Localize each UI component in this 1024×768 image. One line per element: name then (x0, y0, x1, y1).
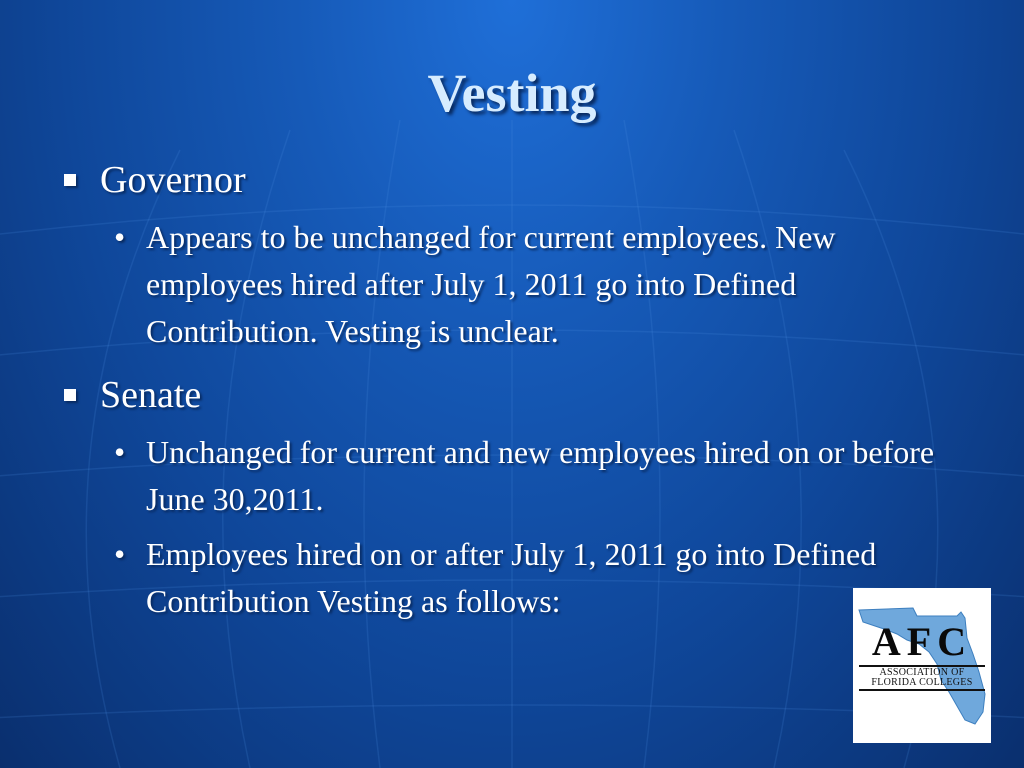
sub-bullet-text: Employees hired on or after July 1, 2011 go into Defined Contribution Vesting as follows: (146, 536, 877, 619)
section-governor (60, 154, 940, 355)
dot-bullet-icon: • (114, 219, 126, 255)
section-senate (60, 369, 940, 625)
dot-bullet-icon: • (114, 536, 126, 572)
section-heading: Senate (100, 374, 202, 416)
sub-bullet-item (60, 214, 940, 355)
logo-letters: AFC (871, 619, 973, 664)
dot-bullet-icon: • (114, 434, 126, 470)
sub-bullet-text: Unchanged for current and new employees hired on or before June 30,2011. (146, 434, 935, 517)
sub-bullet-text: Appears to be unchanged for current employees. New employees hired after July 1, 2011 go into Defined Contribution. Vesting is unclear. (146, 219, 836, 349)
logo-line-1: ASSOCIATION OF (859, 665, 985, 679)
bullet-item (60, 369, 940, 421)
sub-bullet-item (60, 531, 940, 625)
section-heading: Governor (100, 159, 246, 201)
square-bullet-icon (64, 389, 76, 401)
sub-bullet-item (60, 429, 940, 523)
slide-body (60, 154, 940, 625)
square-bullet-icon (64, 174, 76, 186)
slide-title: Vesting (427, 63, 597, 123)
afc-logo (853, 588, 991, 743)
bullet-item (60, 154, 940, 206)
logo-line-2: FLORIDA COLLEGES (859, 677, 985, 691)
